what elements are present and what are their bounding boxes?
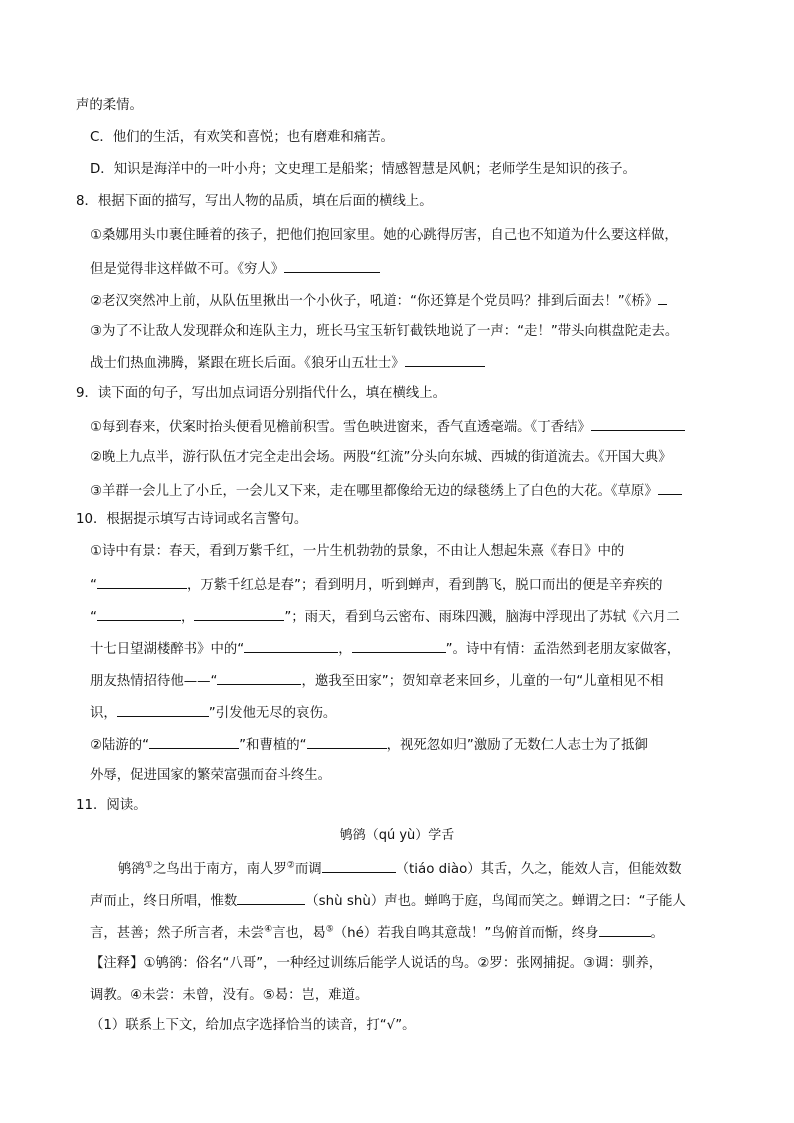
text-line: ②晚上九点半，游行队伍才完全走出会场。两股“红流”分头向东城、西城的街道流去。《开国大典》 <box>90 450 672 465</box>
text-line <box>90 702 336 724</box>
note-mark: ① <box>144 860 153 871</box>
text-segment: ”和曹植的“ <box>239 738 307 753</box>
text-segment: ①每到春来，伏案时抬头便看见檐前积雪。雪色映进窗来，香气直透毫端。《丁香结》 <box>90 420 591 435</box>
option-c: C．他们的生活，有欢笑和喜悦；也有磨难和痛苦。 <box>90 130 394 145</box>
answer-blank[interactable] <box>97 606 181 621</box>
text-segment: 十七日望湖楼醉书》中的“ <box>90 642 245 657</box>
answer-blank[interactable] <box>149 734 239 749</box>
text-line <box>90 606 680 628</box>
answer-blank[interactable] <box>97 574 187 589</box>
text-segment: “ <box>90 578 97 593</box>
note-mark: ② <box>286 860 295 871</box>
text-segment: ②老汉突然冲上前，从队伍里揪出一个小伙子，吼道：“你还算是个党员吗？排到后面去！”《桥》 <box>90 294 659 309</box>
text-segment: （tiáo diào）其舌，久之，能效人言，但能效数 <box>395 862 682 877</box>
text-segment: 鸲鹆 <box>118 862 145 877</box>
answer-blank[interactable] <box>405 352 485 367</box>
annotation-line: 调教。④未尝：未曾，没有。⑤曷：岂，难道。 <box>90 988 369 1003</box>
text-segment: ”；雨天，看到乌云密布、雨珠四溅，脑海中浮现出了苏轼《六月二 <box>284 610 680 625</box>
option-d: D．知识是海洋中的一叶小舟；文史理工是船桨；情感智慧是风帆；老师学生是知识的孩子。 <box>90 162 636 177</box>
text-segment: （shù shù）声也。蝉鸣于庭，鸟闻而笑之。蝉谓之曰：“子能人 <box>305 894 686 909</box>
text-segment: 而调 <box>294 862 322 877</box>
text-segment: “ <box>90 610 97 625</box>
question-10-heading: 10．根据提示填写古诗词或名言警句。 <box>76 512 308 527</box>
text-segment: ， <box>180 610 195 625</box>
text-segment: 言，甚善；然子所言者，未尝 <box>90 926 265 941</box>
note-mark: ⑤ <box>325 924 334 935</box>
answer-blank[interactable] <box>352 638 446 653</box>
text-line: ③为了不让敌人发现群众和连队主力，班长马宝玉斩钉截铁地说了一声：“走！”带头向棋盘陀走去。 <box>90 324 679 339</box>
question-9-heading: 9．读下面的句子，写出加点词语分别指代什么，填在横线上。 <box>76 386 447 401</box>
text-segment: （hé）若我自鸣其意哉！”鸟俯首而惭，终身 <box>333 926 599 941</box>
text-segment: ，视死忽如归”激励了无数仁人志士为了抵御 <box>386 738 648 753</box>
passage-title: 鸲鹆（qú yù）学舌 <box>339 828 455 843</box>
answer-blank[interactable] <box>322 858 396 873</box>
sub-question-1: （1）联系上下文，给加点字选择恰当的读音，打“√”。 <box>90 1018 416 1033</box>
answer-blank[interactable] <box>117 702 209 717</box>
text-segment: 之鸟出于南方，南人罗 <box>152 862 287 877</box>
passage-line <box>90 890 686 912</box>
question-8-heading: 8．根据下面的描写，写出人物的品质，填在后面的横线上。 <box>76 194 433 209</box>
text-segment: 识， <box>90 706 117 721</box>
text-line <box>90 574 663 596</box>
text-segment: 。 <box>650 926 664 941</box>
text-segment: ， <box>338 642 352 657</box>
text-segment: ，万紫千红总是春”；看到明月，听到蝉声，看到鹊飞，脱口而出的便是辛弃疾的 <box>186 578 663 593</box>
text-line: 外辱，促进国家的繁荣富强而奋斗终生。 <box>90 768 332 783</box>
text-line <box>90 290 667 312</box>
annotation-line: 【注释】①鸲鹆：俗名“八哥”，一种经过训练后能学人说话的鸟。②罗：张网捕捉。③调：驯养， <box>90 956 663 971</box>
text-line <box>90 416 685 438</box>
answer-blank[interactable] <box>244 638 338 653</box>
answer-blank[interactable] <box>194 606 284 621</box>
answer-blank[interactable] <box>658 480 682 495</box>
passage-line <box>90 922 664 944</box>
text-line: 声的柔情。 <box>76 98 143 113</box>
answer-blank[interactable] <box>284 258 380 273</box>
text-line <box>90 258 380 280</box>
answer-blank[interactable] <box>307 734 387 749</box>
answer-blank[interactable] <box>658 290 667 305</box>
answer-blank[interactable] <box>217 670 301 685</box>
text-line <box>90 734 648 756</box>
text-segment: 但是觉得非这样做不可。《穷人》 <box>90 262 285 277</box>
text-segment: ”引发他无尽的哀伤。 <box>208 706 337 721</box>
text-line <box>90 352 485 374</box>
text-segment: ”。诗中有情：孟浩然到老朋友家做客， <box>445 642 681 657</box>
passage-line <box>118 858 682 880</box>
text-line <box>90 638 680 660</box>
text-line <box>90 480 682 502</box>
text-segment: ③羊群一会儿上了小丘，一会儿又下来，走在哪里都像给无边的绿毯绣上了白色的大花。《草原》 <box>90 484 658 499</box>
note-mark: ④ <box>264 924 273 935</box>
text-segment: ②陆游的“ <box>90 738 150 753</box>
answer-blank[interactable] <box>599 922 651 937</box>
text-line: ①桑娜用头巾裹住睡着的孩子，把他们抱回家里。她的心跳得厉害，自己也不知道为什么要这样做， <box>90 228 678 243</box>
answer-blank[interactable] <box>591 416 685 431</box>
text-segment: 朋友热情招待他——“ <box>90 674 218 689</box>
question-11-heading: 11．阅读。 <box>76 798 147 813</box>
text-line: ①诗中有景：春天，看到万紫千红，一片生机勃勃的景象，不由让人想起朱熹《春日》中的 <box>90 544 625 559</box>
answer-blank[interactable] <box>237 890 305 905</box>
text-segment: ，邀我至田家”；贺知章老来回乡，儿童的一句“儿童相见不相 <box>301 674 664 689</box>
text-segment: 声而止，终日所唱，惟数 <box>90 894 238 909</box>
text-line <box>90 670 663 692</box>
text-segment: 言也，曷 <box>272 926 326 941</box>
text-segment: 战士们热血沸腾，紧跟在班长后面。《狼牙山五壮士》 <box>90 356 405 371</box>
